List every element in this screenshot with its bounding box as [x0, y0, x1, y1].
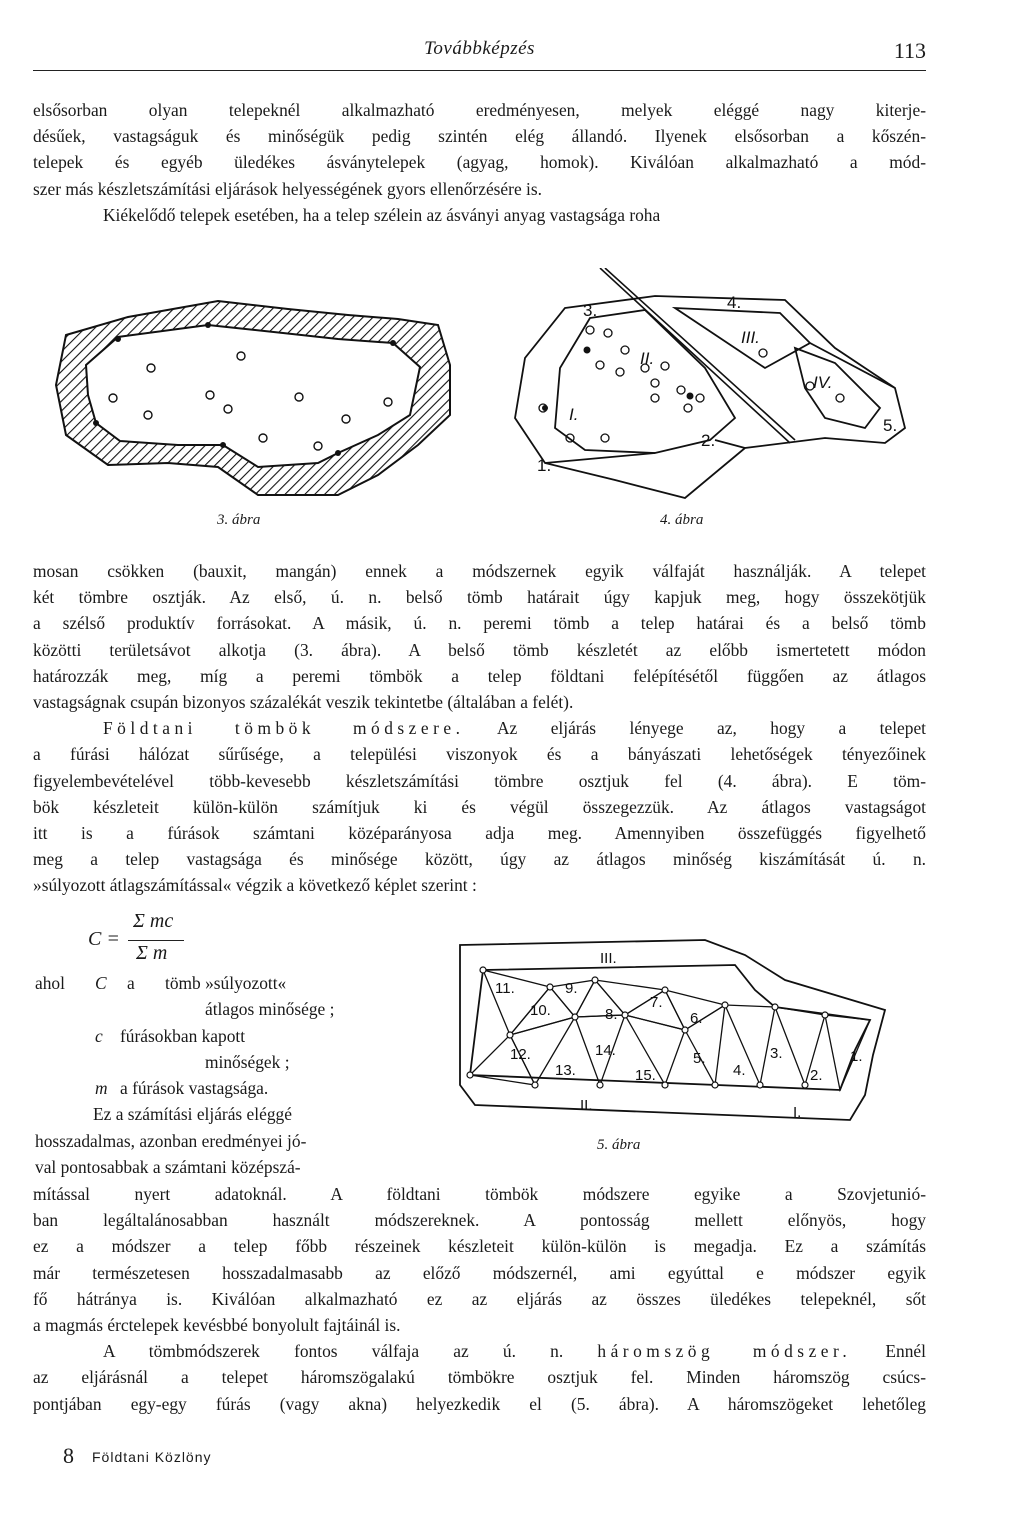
- page-header: [33, 36, 926, 71]
- figure-4: [505, 268, 915, 508]
- fig4-label: III.: [741, 328, 760, 347]
- formula-numerator: Σ mc: [133, 910, 174, 932]
- page-number: 113: [893, 38, 926, 63]
- text-line: telepek és egyéb üledékes ásványtelepek (agyag, homok). Kiválóan alkalmazható a mód-: [33, 152, 926, 173]
- borehole-markers: [539, 326, 844, 442]
- formula-lhs: C =: [88, 928, 120, 950]
- text-line: határozzák meg, míg a peremi tömbök a telep földtani felépítésétől függően az átlagos: [33, 665, 926, 686]
- fig5-label: III.: [600, 950, 617, 967]
- fig5-label: 14.: [595, 1042, 616, 1059]
- fig5-label: 3.: [770, 1045, 783, 1062]
- fig4-label: 3.: [583, 301, 598, 320]
- text-line: két tömbre osztják. Az első, ú. n. belső tömb határait úgy kapjuk meg, hogy összekötjük: [33, 587, 926, 608]
- fig4-label: 1.: [537, 456, 552, 475]
- formula-denominator: Σ m: [136, 942, 168, 964]
- text-line: Kiékelődő telepek esetében, ha a telep szélein az ásványi anyag vastagsága roha: [103, 204, 661, 225]
- fig5-label: 15.: [635, 1067, 656, 1084]
- text-line: elsősorban olyan telepeknél alkalmazható eredményesen, melyek eléggé nagy kiterje-: [33, 100, 926, 120]
- figure-3-caption: 3. ábra: [217, 512, 261, 528]
- paragraph-1: [33, 97, 926, 228]
- text-line: a fúrási hálózat sűrűsége, a települési viszonyok és a bányászati lehetőségek tényezőinek: [33, 744, 926, 765]
- fig5-label: 1.: [850, 1048, 863, 1065]
- text-line: itt is a fúrások számtani középarányosa adja meg. Amennyiben összefüggés figyelhető: [33, 823, 926, 844]
- fig4-label: 5.: [883, 416, 898, 435]
- figure-3: [48, 295, 460, 505]
- text-line: meg a telep vastagsága és minősége között, úgy az átlagos minőség kiszámítását ú. n.: [33, 849, 926, 870]
- fig5-label: I.: [793, 1104, 802, 1121]
- text-line: ban legáltalánosabban használt módszereknek. A pontosság mellett előnyös, hogy: [33, 1210, 926, 1231]
- fig4-label: II.: [640, 349, 655, 368]
- fig5-label: 4.: [733, 1062, 746, 1079]
- fig4-label: I.: [569, 405, 579, 424]
- text-line: az eljárásnál a telepet háromszögalakú tömbökre osztjuk fel. Minden háromszög csúcs-: [33, 1367, 926, 1388]
- fig5-label: 8.: [605, 1006, 618, 1023]
- formula: [88, 910, 238, 968]
- text-line: désűek, vastagságuk és minőségük pedig szintén elég állandó. Ilyenek elsősorban a kőszén-: [33, 126, 926, 147]
- text-line: már természetesen hosszadalmasabb az előző módszernél, ami egyúttal e módszer egyik: [33, 1262, 926, 1283]
- fig5-label: 6.: [690, 1010, 703, 1027]
- text-line: a magmás érctelepek kevésbbé bonyolult fajtáinál is.: [33, 1315, 401, 1336]
- text-line: bök készleteit külön-külön számítjuk ki és végül összegezzük. Az átlagos vastagságot: [33, 796, 926, 817]
- fig5-label: 9.: [565, 980, 578, 997]
- fig5-label: 12.: [510, 1046, 531, 1063]
- fig5-label: 11.: [495, 980, 515, 997]
- text-line: fő hátránya is. Kiválóan alkalmazható ez az eljárás az összes üledékes telepeknél, sőt: [33, 1288, 926, 1309]
- definitions: ahol C a tömb »súlyozott« átlagos minősége ; c fúrásokban kapott minőségek ; m a fúrások vastagsága. Ez a számítási eljárás eléggé hosszadalmas, azonban eredményei jó- val pontosabbak a számtani középszá-: [35, 973, 335, 1178]
- section-title: háromszög módszer.: [597, 1341, 852, 1362]
- fig5-label: II.: [580, 1097, 593, 1114]
- figure-4-caption: 4. ábra: [660, 512, 704, 528]
- figure-5: [455, 935, 900, 1135]
- fig4-label: IV.: [813, 373, 833, 392]
- figure-5-caption: 5. ábra: [597, 1137, 641, 1153]
- fig5-label: 5.: [693, 1050, 706, 1067]
- text-line: mítással nyert adatoknál. A földtani tömbök módszere egyike a Szovjetunió-: [33, 1184, 926, 1204]
- text-line: a szélső produktív forrásokat. A másik, ú. n. peremi tömb a telep határai és a belső tömb: [33, 613, 926, 634]
- fig4-label: 4.: [727, 293, 742, 312]
- text-line: vastagságnak csupán bizonyos százalékát veszik tekintetbe (általában a felét).: [33, 692, 574, 713]
- text-line: »súlyozott átlagszámítással« végzik a következő képlet szerint :: [33, 875, 477, 896]
- text-line: pontjában egy-egy fúrás (vagy akna) helyezkedik el (5. ábra). A háromszögeket lehetőleg: [33, 1393, 926, 1414]
- text-line: A tömbmódszerek fontos válfaja az ú. n. háromszög módszer. Ennél: [103, 1341, 926, 1362]
- text-line: ez a módszer a telep főbb részeinek készleteit külön-külön is megadja. Ez a számítás: [33, 1236, 926, 1257]
- footer-journal: Földtani Közlöny: [92, 1449, 212, 1465]
- paragraph-2: [33, 558, 926, 899]
- fig5-label: 2.: [810, 1067, 823, 1084]
- fig4-label: 2.: [701, 431, 716, 450]
- text-line: Földtani tömbök módszere. Az eljárás lényege az, hogy a telepet: [103, 718, 926, 739]
- fig5-label: 10.: [530, 1002, 551, 1019]
- fig5-label: 7.: [650, 994, 663, 1011]
- paragraph-4: [33, 1181, 926, 1417]
- fig5-label: 13.: [555, 1062, 576, 1079]
- footer-number: 8: [63, 1443, 74, 1468]
- fraction-bar: [128, 940, 184, 941]
- text-line: mosan csökken (bauxit, mangán) ennek a módszernek egyik válfaját használják. A telepet: [33, 561, 926, 581]
- text-line: szer más készletszámítási eljárások helyességének gyors ellenőrzésére is.: [33, 178, 542, 199]
- section-title: Földtani tömbök módszere.: [103, 718, 465, 739]
- text-line: közötti területsávot alkotja (3. ábra). A belső tömb készletét az előbb ismertetett módon: [33, 639, 926, 660]
- running-title: Továbbképzés: [424, 38, 535, 59]
- text-line: figyelembevételével több-kevesebb készletszámítási tömbre osztjuk fel (4. ábra). E töm-: [33, 770, 926, 791]
